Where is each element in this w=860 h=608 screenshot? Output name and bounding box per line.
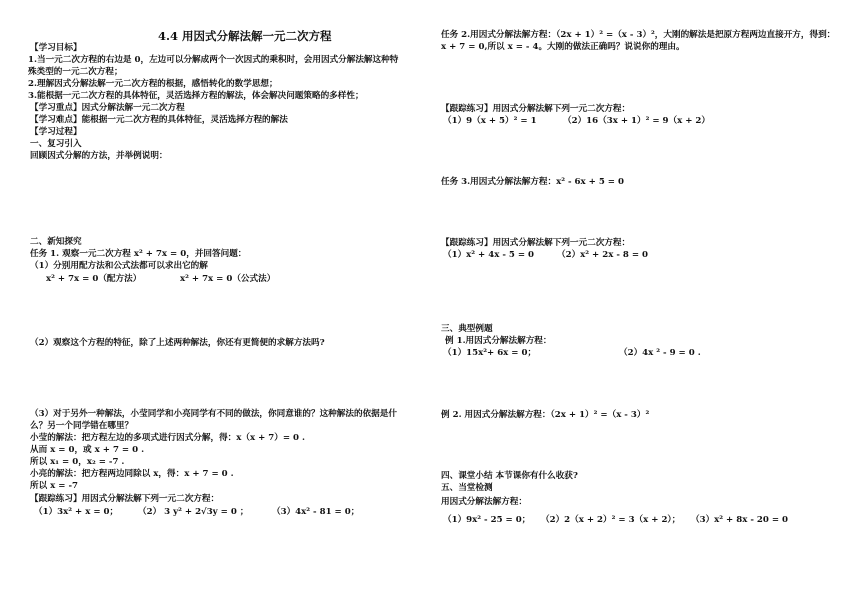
difficulty: 【学习难点】能根据一元二次方程的具体特征，灵活选择方程的解法 [30,115,288,125]
practice-1-heading: 【跟踪练习】用因式分解法解下列一元二次方程： [30,494,220,504]
task-1: 任务 1. 观察一元二次方程 x² + 7x = 0，并回答问题： [30,249,247,259]
goals-heading: 【学习目标】 [30,43,82,53]
goal-2: 2.理解因式分解法解一元二次方程的根据，感悟转化的数学思想； [28,79,278,89]
test-2: （2）2（x + 2）² = 3（x + 2）； [541,515,681,525]
equation-formula: x² + 7x = 0（公式法） [180,274,276,284]
task-1-q2: （2）观察这个方程的特征，除了上述两种解法，你还有更简便的求解方法吗? [30,338,325,348]
test-question: 用因式分解法解方程： [441,497,527,507]
xiaoliang-step-2: 所以 x = -7 [30,481,79,491]
practice-2-heading: 【跟踪练习】用因式分解法解下列一元二次方程： [441,104,631,114]
xiaoying-step-1: 小莹的解法：把方程左边的多项式进行因式分解，得：x（x + 7）= 0 . [30,433,306,443]
review-heading: 一、复习引入 [30,139,82,149]
page-title: 4.4 用因式分解法解一元二次方程 [158,29,332,43]
goal-1: 1.当一元二次方程的右边是 0，左边可以分解成两个一次因式的乘积时，会用因式分解法解这种特 [28,55,399,65]
explore-heading: 二、新知探究 [30,237,82,247]
test-heading: 五、当堂检测 [441,483,493,493]
example-1: 例 1.用因式分解法解方程： [445,336,552,346]
task-1-q3-cont: 么？另一个同学错在哪里？ [30,421,134,431]
examples-heading: 三、典型例题 [441,324,493,334]
test-3: （3）x² + 8x - 20 = 0 [691,515,789,525]
summary-heading: 四、课堂小结 本节课你有什么收获? [441,471,578,481]
practice-2-b: （2）16（3x + 1）² = 9（x + 2） [563,116,710,126]
task-2-cont: x + 7 = 0,所以 x = - 4。大刚的做法正确吗？说说你的理由。 [441,42,685,52]
practice-3-b: （2）x² + 2x - 8 = 0 [557,250,649,260]
process-heading: 【学习过程】 [30,127,82,137]
key-point: 【学习重点】因式分解法解一元二次方程 [30,103,185,113]
xiaoying-step-2: 从而 x = 0，或 x + 7 = 0 . [30,445,145,455]
review-question: 回顾因式分解的方法，并举例说明： [30,151,168,161]
example-1-a: （1）15x²+ 6x = 0； [443,348,537,358]
practice-3-heading: 【跟踪练习】用因式分解法解下列一元二次方程： [441,238,631,248]
task-1-q1: （1）分别用配方法和公式法都可以求出它的解 [30,261,208,271]
example-2: 例 2. 用因式分解法解方程：（2x + 1）² =（x - 3）² [441,410,650,420]
task-2: 任务 2.用因式分解法解方程：（2x + 1）² =（x - 3）²，大刚的解法是把原方程两边直接开方，得到： [441,30,836,40]
xiaoying-step-3: 所以 x₁ = 0，x₂ = -7 . [30,457,125,467]
goal-3: 3.能根据一元二次方程的具体特征，灵活选择方程的解法，体会解决问题策略的多样性； [28,91,364,101]
example-1-b: （2）4x ² - 9 = 0 . [619,348,701,358]
equation-completing-square: x² + 7x = 0（配方法） [46,274,142,284]
left-column [28,0,438,608]
practice-1-b: （2） 3 y² + 2√3y = 0 ； [138,507,249,517]
goal-1-cont: 殊类型的一元二次方程； [28,67,123,77]
practice-1-a: （1）3x² + x = 0； [34,507,119,517]
test-1: （1）9x² - 25 = 0； [443,515,531,525]
practice-1-c: （3）4x² - 81 = 0； [272,507,360,517]
practice-3-a: （1）x² + 4x - 5 = 0 [443,250,535,260]
task-1-q3: （3）对于另外一种解法，小莹同学和小亮同学有不同的做法，你同意谁的？这种解法的依据是什 [30,409,397,419]
xiaoliang-step-1: 小亮的解法：把方程两边同除以 x，得：x + 7 = 0 . [30,469,234,479]
task-3: 任务 3.用因式分解法解方程：x² - 6x + 5 = 0 [441,177,624,187]
right-column [441,0,851,608]
practice-2-a: （1）9（x + 5）² = 1 [443,116,537,126]
